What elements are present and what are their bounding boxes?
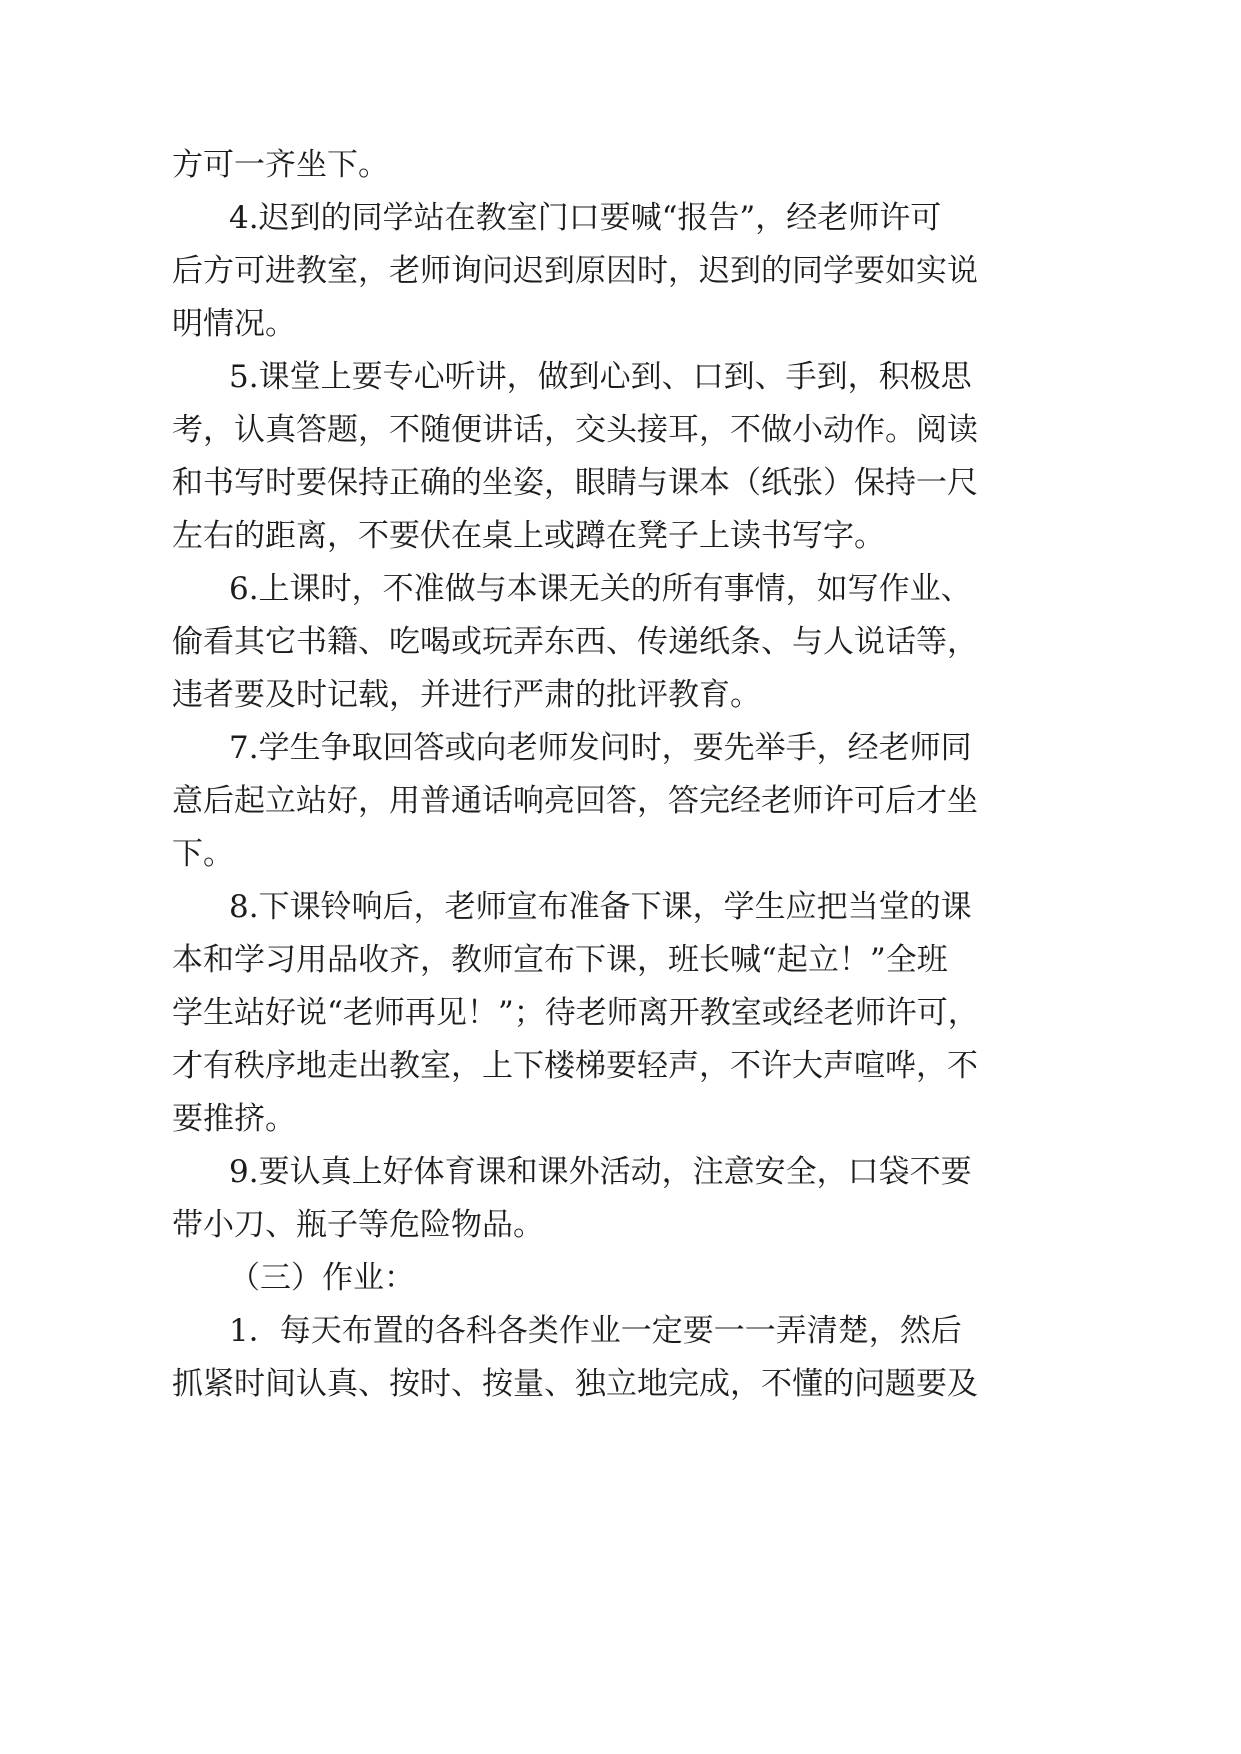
text-line: 8.下课铃响后，老师宣布准备下课，学生应把当堂的课 — [229, 889, 972, 925]
text-line: 才有秩序地走出教室，上下楼梯要轻声，不许大声喧哗，不 — [172, 1048, 978, 1084]
text-line: 4.迟到的同学站在教室门口要喊“报告”，经老师许可 — [229, 200, 942, 236]
text-line: 左右的距离，不要伏在桌上或蹲在凳子上读书写字。 — [172, 518, 885, 554]
text-line: 明情况。 — [172, 306, 296, 342]
text-line: 方可一齐坐下。 — [172, 147, 389, 183]
text-line: 1．每天布置的各科各类作业一定要一一弄清楚，然后 — [229, 1313, 962, 1349]
text-line: 偷看其它书籍、吃喝或玩弄东西、传递纸条、与人说话等， — [172, 624, 978, 660]
text-line: 本和学习用品收齐，教师宣布下课，班长喊“起立！”全班 — [172, 942, 948, 978]
text-line: 违者要及时记载，并进行严肃的批评教育。 — [172, 677, 761, 713]
text-line: 意后起立站好，用普通话响亮回答，答完经老师许可后才坐 — [172, 783, 978, 819]
text-line: 和书写时要保持正确的坐姿，眼睛与课本（纸张）保持一尺 — [172, 465, 978, 501]
text-line: 9.要认真上好体育课和课外活动，注意安全，口袋不要 — [229, 1154, 972, 1190]
text-line: 6.上课时，不准做与本课无关的所有事情，如写作业、 — [229, 571, 972, 607]
text-line: 后方可进教室，老师询问迟到原因时，迟到的同学要如实说 — [172, 253, 978, 289]
text-line: 要推挤。 — [172, 1101, 296, 1137]
text-line: 带小刀、瓶子等危险物品。 — [172, 1207, 544, 1243]
text-line: 学生站好说“老师再见！”；待老师离开教室或经老师许可， — [172, 995, 979, 1031]
text-line: 抓紧时间认真、按时、按量、独立地完成，不懂的问题要及 — [172, 1366, 978, 1402]
text-line: （三）作业： — [229, 1260, 415, 1296]
text-line: 下。 — [172, 836, 234, 872]
text-line: 7.学生争取回答或向老师发问时，要先举手，经老师同 — [229, 730, 972, 766]
text-line: 5.课堂上要专心听讲，做到心到、口到、手到，积极思 — [229, 359, 972, 395]
text-line: 考，认真答题，不随便讲话，交头接耳，不做小动作。阅读 — [172, 412, 978, 448]
